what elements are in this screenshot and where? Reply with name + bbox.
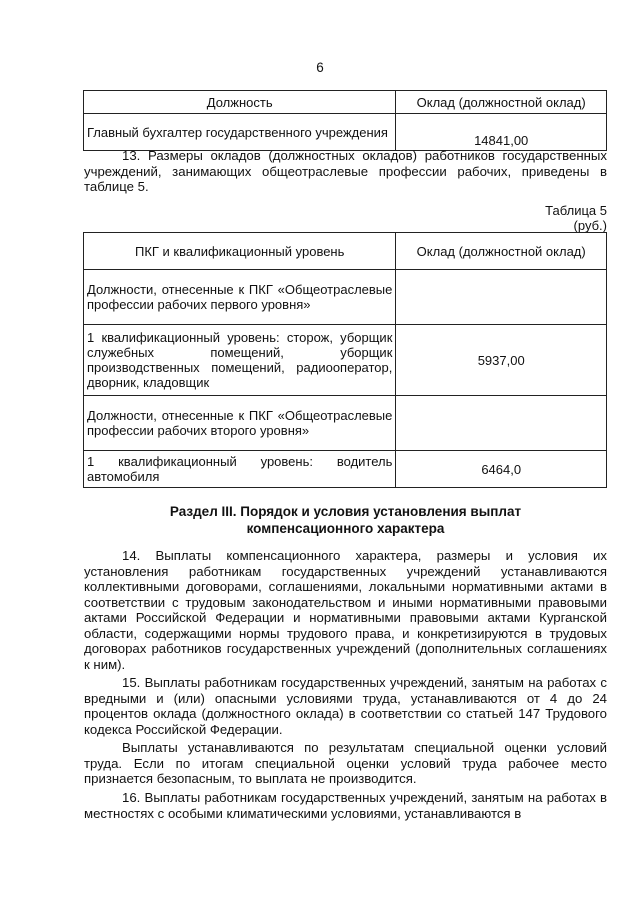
table-row bbox=[84, 396, 607, 451]
position-cell: Главный бухгалтер государственного учреждения bbox=[84, 114, 396, 151]
column-header-pkg-level: ПКГ и квалификационный уровень bbox=[84, 233, 396, 270]
table-row bbox=[84, 451, 607, 488]
page-number: 6 bbox=[316, 60, 324, 75]
salary-cell: 5937,00 bbox=[396, 325, 607, 396]
column-header-position: Должность bbox=[84, 91, 396, 114]
section-title-line-2: компенсационного характера bbox=[246, 521, 445, 536]
paragraph-16: 16. Выплаты работникам государственных учреждений, занятым на работах в местностях с особыми климатическими условиями, устанавливаются в bbox=[84, 790, 607, 821]
table-row bbox=[84, 270, 607, 325]
table-header-row bbox=[84, 233, 607, 270]
paragraph-15-continued: Выплаты устанавливаются по результатам специальной оценки условий труда. Если по итогам специальной оценки условий труда рабочее место признается безопасным, то выплата не производится. bbox=[84, 740, 607, 786]
salary-cell: 6464,0 bbox=[396, 451, 607, 488]
paragraph-14: 14. Выплаты компенсационного характера, размеры и условия их установления работникам государственных учреждений устанавливаются коллективными договорами, соглашениями, локальными нормативными актами в соответствии с трудовым законодательством и иными нормативными правовыми актами Российской Федерации и нормативными правовыми актами Курганской области, содержащими нормы трудового права, и конкретизируются в трудовых договорах работников государственных учреждений (дополнительных соглашениях к ним). bbox=[84, 548, 607, 672]
table-row bbox=[84, 114, 607, 151]
salary-cell: 14841,00 bbox=[396, 114, 607, 151]
section-title bbox=[84, 503, 607, 537]
table-unit: (руб.) bbox=[573, 218, 607, 233]
pkg-group-cell: Должности, отнесенные к ПКГ «Общеотраслевые профессии рабочих первого уровня» bbox=[84, 270, 396, 325]
column-header-salary: Оклад (должностной оклад) bbox=[396, 91, 607, 114]
table-caption bbox=[545, 203, 607, 233]
salary-cell bbox=[396, 396, 607, 451]
section-title-line-1: Раздел III. Порядок и условия установления выплат bbox=[169, 504, 522, 519]
salary-cell bbox=[396, 270, 607, 325]
table-header-row bbox=[84, 91, 607, 114]
column-header-salary: Оклад (должностной оклад) bbox=[396, 233, 607, 270]
pkg-group-cell: Должности, отнесенные к ПКГ «Общеотраслевые профессии рабочих второго уровня» bbox=[84, 396, 396, 451]
salary-table-workers bbox=[83, 232, 607, 488]
table-row bbox=[84, 325, 607, 396]
paragraph-13: 13. Размеры окладов (должностных окладов) работников государственных учреждений, занимающих общеотраслевые профессии рабочих, приведены в таблице 5. bbox=[84, 148, 607, 194]
qualification-level-cell: 1 квалификационный уровень: водитель автомобиля bbox=[84, 451, 396, 488]
table-number: Таблица 5 bbox=[545, 203, 607, 218]
paragraph-15: 15. Выплаты работникам государственных учреждений, занятым на работах с вредными и (или) опасными условиями труда, устанавливаются от 4 до 24 процентов оклада (должностного оклада) в соответствии со статьей 147 Трудового кодекса Российской Федерации. bbox=[84, 675, 607, 737]
qualification-level-cell: 1 квалификационный уровень: сторож, уборщик служебных помещений, уборщик производственных помещений, радиооператор, дворник, кладовщик bbox=[84, 325, 396, 396]
salary-table-chief-accountant bbox=[83, 90, 607, 151]
